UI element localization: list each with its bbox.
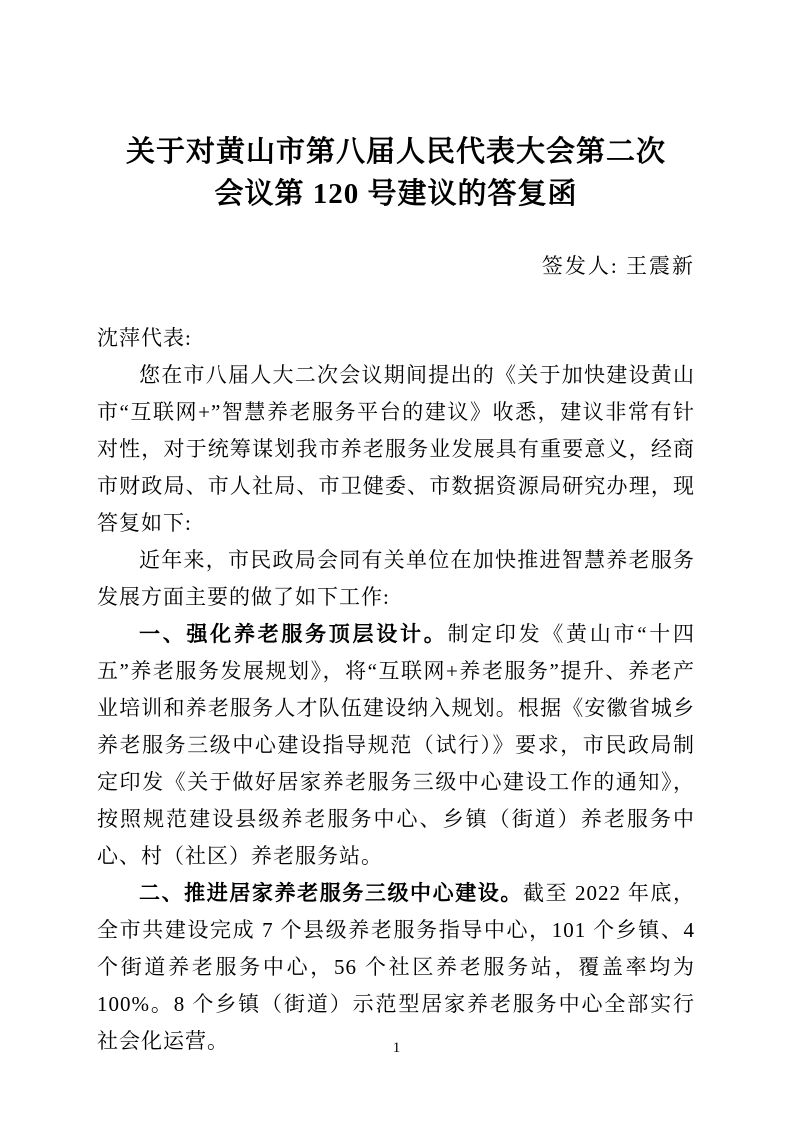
page-number: 1 — [392, 1040, 401, 1056]
signer-line: 签发人: 王震新 — [541, 254, 695, 278]
paragraph-overview: 近年来，市民政局会同有关单位在加快推进智慧养老服务发展方面主要的做了如下工作: — [97, 548, 695, 609]
section-2-text: 截至 2022 年底，全市共建设完成 7 个县级养老服务指导中心，101 个乡镇、4 个街道养老服务中心，56 个社区养老服务站，覆盖率均为 100%。8 个乡镇（街道）示范型居家养老服务中心全部实行社会化运营。 — [97, 881, 696, 1053]
title-line-1: 关于对黄山市第八届人民代表大会第二次 — [125, 136, 666, 168]
paragraph-section-2 — [97, 875, 695, 1060]
paragraph-intro: 您在市八届人大二次会议期间提出的《关于加快建设黄山市“互联网+”智慧养老服务平台的建议》收悉，建议非常有针对性，对于统筹谋划我市养老服务业发展具有重要意义，经商市财政局、市人社局、市卫健委、市数据资源局研究办理，现答复如下: — [97, 363, 695, 535]
section-1-heading: 一、强化养老服务顶层设计。 — [139, 623, 448, 646]
salutation: 沈萍代表: — [97, 326, 192, 350]
paragraph-section-1 — [97, 616, 695, 875]
document-content — [97, 0, 695, 1060]
section-1-text: 制定印发《黄山市“十四五”养老服务发展规划》，将“互联网+养老服务”提升、养老产业培训和养老服务人才队伍建设纳入规划。根据《安徽省城乡养老服务三级中心建设指导规范（试行）》要求，市民政局制定印发《关于做好居家养老服务三级中心建设工作的通知》，按照规范建设县级养老服务中心、乡镇（街道）养老服务中心、村（社区）养老服务站。 — [97, 622, 696, 868]
document-title — [97, 131, 695, 215]
title-line-2: 会议第 120 号建议的答复函 — [214, 178, 578, 210]
section-2-heading: 二、推进居家养老服务三级中心建设。 — [139, 882, 523, 905]
document-body — [97, 320, 695, 1060]
